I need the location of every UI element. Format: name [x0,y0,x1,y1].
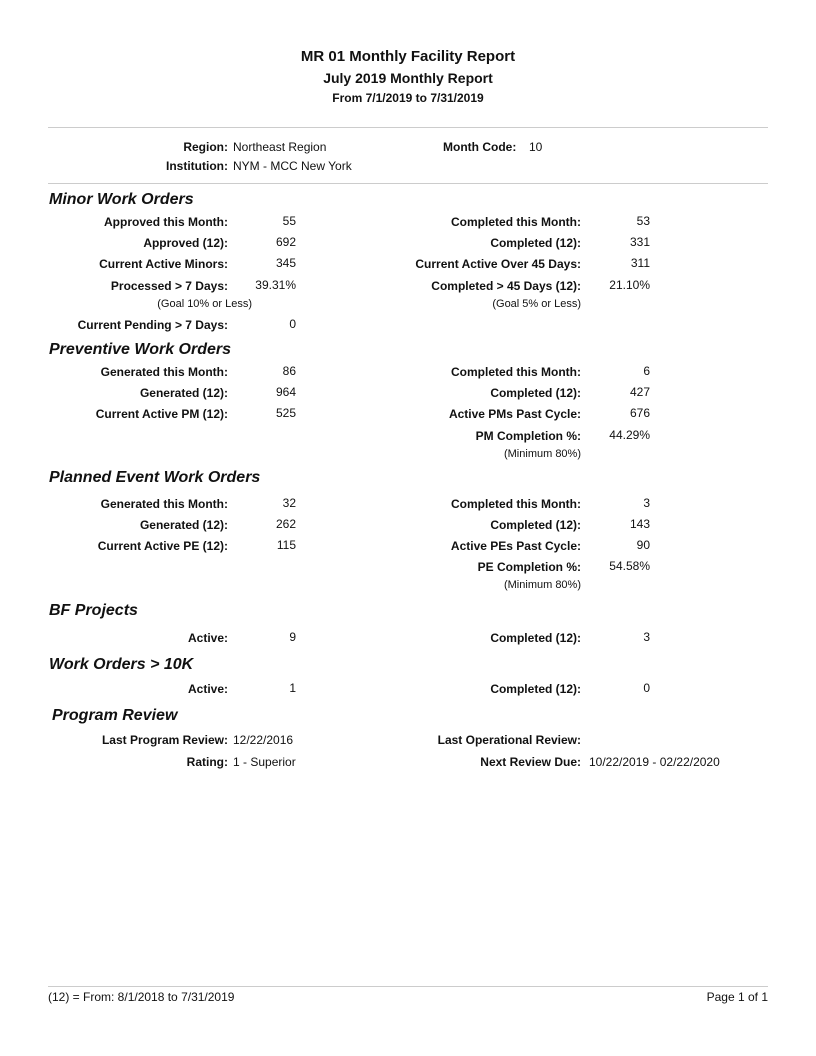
field-note: (Goal 10% or Less) [157,298,252,310]
field-label: Current Pending > 7 Days: [77,318,228,332]
field-value: 54.58% [609,559,650,573]
field-note: (Minimum 80%) [503,448,581,460]
field-label: Approved (12): [143,236,228,250]
field-label: Approved this Month: [104,215,228,229]
field-value: 3 [643,496,650,510]
region-value: Northeast Region [233,140,327,154]
section-title-wo10k: Work Orders > 10K [49,656,194,673]
field-label: Active: [187,631,228,645]
field-label: Generated (12): [139,518,228,532]
field-value: 0 [289,317,296,331]
field-label: PM Completion %: [475,429,581,443]
month-code-label: Month Code: [443,140,517,154]
field-value: 964 [275,385,296,399]
field-value: 32 [282,496,296,510]
field-label: Current Active Minors: [99,257,228,271]
rating-value: 1 - Superior [233,755,296,769]
field-label: Completed > 45 Days (12): [431,279,581,293]
section-title-minor: Minor Work Orders [49,191,194,208]
report-subtitle: July 2019 Monthly Report [323,70,493,86]
divider [48,127,768,128]
field-note: (Goal 5% or Less) [492,298,581,310]
field-value: 90 [636,538,650,552]
field-label: Active PEs Past Cycle: [450,539,581,553]
field-value: 676 [629,406,650,420]
field-value: 143 [629,517,650,531]
field-value: 39.31% [255,278,296,292]
month-code-value: 10 [529,140,543,154]
field-value: 262 [275,517,296,531]
field-value: 1 [289,681,296,695]
field-label: Completed this Month: [451,497,581,511]
field-label: Active PMs Past Cycle: [448,407,581,421]
field-value: 525 [275,406,296,420]
field-label: Completed this Month: [451,215,581,229]
field-value: 55 [282,214,296,228]
field-value: 21.10% [609,278,650,292]
field-label: Completed (12): [490,518,581,532]
field-value: 311 [630,256,650,270]
last-program-review-value: 12/22/2016 [233,733,294,747]
page-number: Page 1 of 1 [706,990,768,1004]
section-title-planned: Planned Event Work Orders [49,469,261,486]
last-program-review-label: Last Program Review: [101,733,228,747]
field-value: 9 [289,630,296,644]
field-label: Current Active Over 45 Days: [415,257,581,271]
last-operational-review-label: Last Operational Review: [437,733,581,747]
field-label: Generated (12): [139,386,228,400]
field-value: 86 [282,364,296,378]
field-value: 331 [629,235,650,249]
field-label: Completed (12): [490,386,581,400]
institution-value: NYM - MCC New York [233,159,352,173]
field-value: 44.29% [609,428,650,442]
field-value: 115 [276,538,296,552]
next-review-due-value: 10/22/2019 - 02/22/2020 [589,755,720,769]
field-label: Generated this Month: [100,497,228,511]
next-review-due-label: Next Review Due: [480,755,581,769]
institution-label: Institution: [166,159,228,173]
section-title-preventive: Preventive Work Orders [49,341,232,358]
section-title-bf: BF Projects [49,602,138,619]
field-label: Completed (12): [490,236,581,250]
field-label: Completed (12): [490,682,581,696]
footer-note: (12) = From: 8/1/2018 to 7/31/2019 [48,990,235,1004]
rating-label: Rating: [186,755,228,769]
report-range: From 7/1/2019 to 7/31/2019 [332,91,484,105]
field-label: Completed (12): [490,631,581,645]
field-value: 0 [643,681,650,695]
section-title-program-review: Program Review [52,707,178,724]
footer-divider [48,986,768,987]
field-note: (Minimum 80%) [503,579,581,591]
divider [48,183,768,184]
field-value: 345 [275,256,296,270]
field-value: 6 [643,364,650,378]
field-label: Generated this Month: [100,365,228,379]
field-label: Active: [187,682,228,696]
field-value: 427 [629,385,650,399]
field-label: Current Active PM (12): [95,407,228,421]
report-title: MR 01 Monthly Facility Report [300,48,516,65]
field-label: Current Active PE (12): [97,539,228,553]
field-value: 53 [636,214,650,228]
field-label: Completed this Month: [451,365,581,379]
field-label: Processed > 7 Days: [110,279,228,293]
field-value: 692 [275,235,296,249]
region-label: Region: [183,140,228,154]
field-label: PE Completion %: [477,560,581,574]
field-value: 3 [643,630,650,644]
